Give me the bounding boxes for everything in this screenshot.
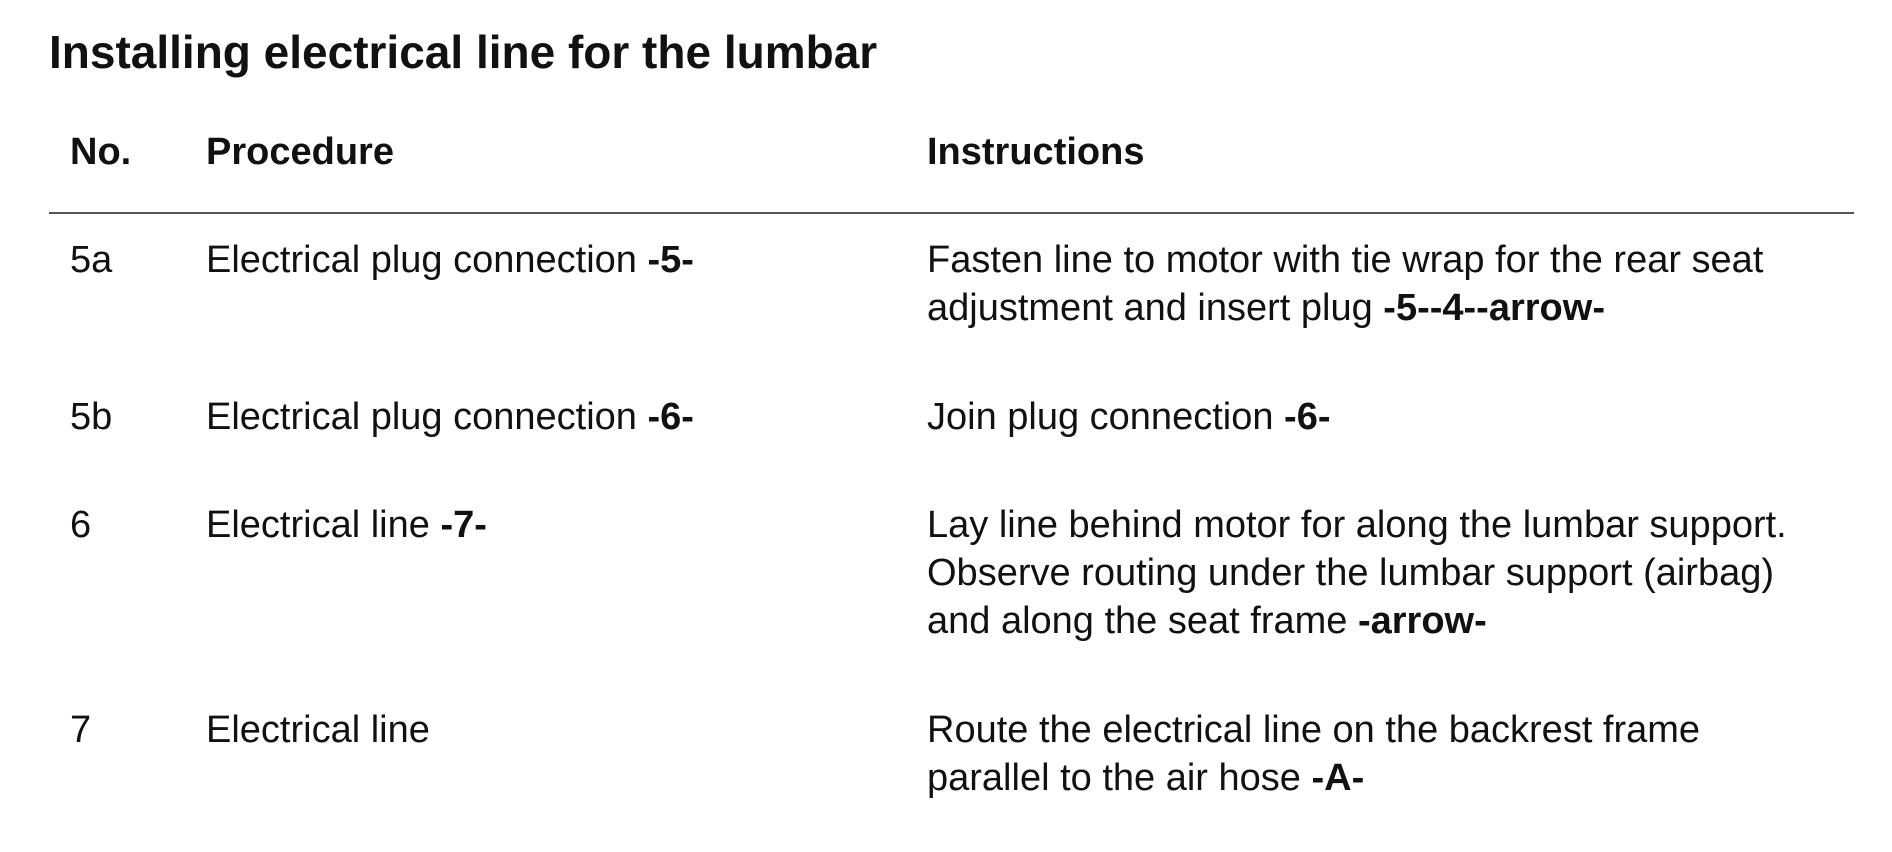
instruction-line: Route the electrical line on the backrest frame xyxy=(927,709,1701,751)
row-instructions xyxy=(927,393,1842,441)
instruction-reference: -6- xyxy=(1284,396,1331,438)
row-instructions xyxy=(927,236,1842,332)
row-procedure xyxy=(206,393,694,441)
row-procedure xyxy=(206,236,694,284)
instruction-line: Join plug connection -6- xyxy=(927,396,1331,438)
page-title: Installing electrical line for the lumbar xyxy=(49,26,878,78)
instruction-line: parallel to the air hose -A- xyxy=(927,757,1365,799)
header-procedure: Procedure xyxy=(206,131,394,173)
row-number: 6 xyxy=(70,504,92,546)
header-no: No. xyxy=(70,131,132,173)
procedure-text: Electrical plug connection xyxy=(206,396,637,438)
procedure-text: Electrical line xyxy=(206,504,430,546)
procedure-reference: -6- xyxy=(647,396,694,438)
procedure-text: Electrical plug connection xyxy=(206,239,637,281)
row-number: 5a xyxy=(70,239,113,281)
table-header xyxy=(49,124,1854,180)
instruction-reference: -A- xyxy=(1311,757,1365,799)
instruction-line: and along the seat frame -arrow- xyxy=(927,600,1487,642)
procedure-reference: -5- xyxy=(647,239,694,281)
row-instructions xyxy=(927,501,1842,645)
procedure-reference: -7- xyxy=(440,504,487,546)
instruction-line: Lay line behind motor for along the lumbar support. xyxy=(927,504,1787,546)
instruction-reference: -5--4--arrow- xyxy=(1383,287,1605,329)
row-number: 7 xyxy=(70,709,92,751)
instruction-line: adjustment and insert plug -5--4--arrow- xyxy=(927,287,1605,329)
header-instructions: Instructions xyxy=(927,131,1145,173)
instruction-reference: -arrow- xyxy=(1357,600,1487,642)
instruction-line: Observe routing under the lumbar support (airbag) xyxy=(927,552,1775,594)
instruction-line: Fasten line to motor with tie wrap for the rear seat xyxy=(927,239,1764,281)
row-instructions xyxy=(927,706,1842,802)
row-procedure xyxy=(206,706,430,754)
header-divider xyxy=(49,212,1854,214)
row-number: 5b xyxy=(70,396,113,438)
procedure-text: Electrical line xyxy=(206,709,430,751)
row-procedure xyxy=(206,501,487,549)
